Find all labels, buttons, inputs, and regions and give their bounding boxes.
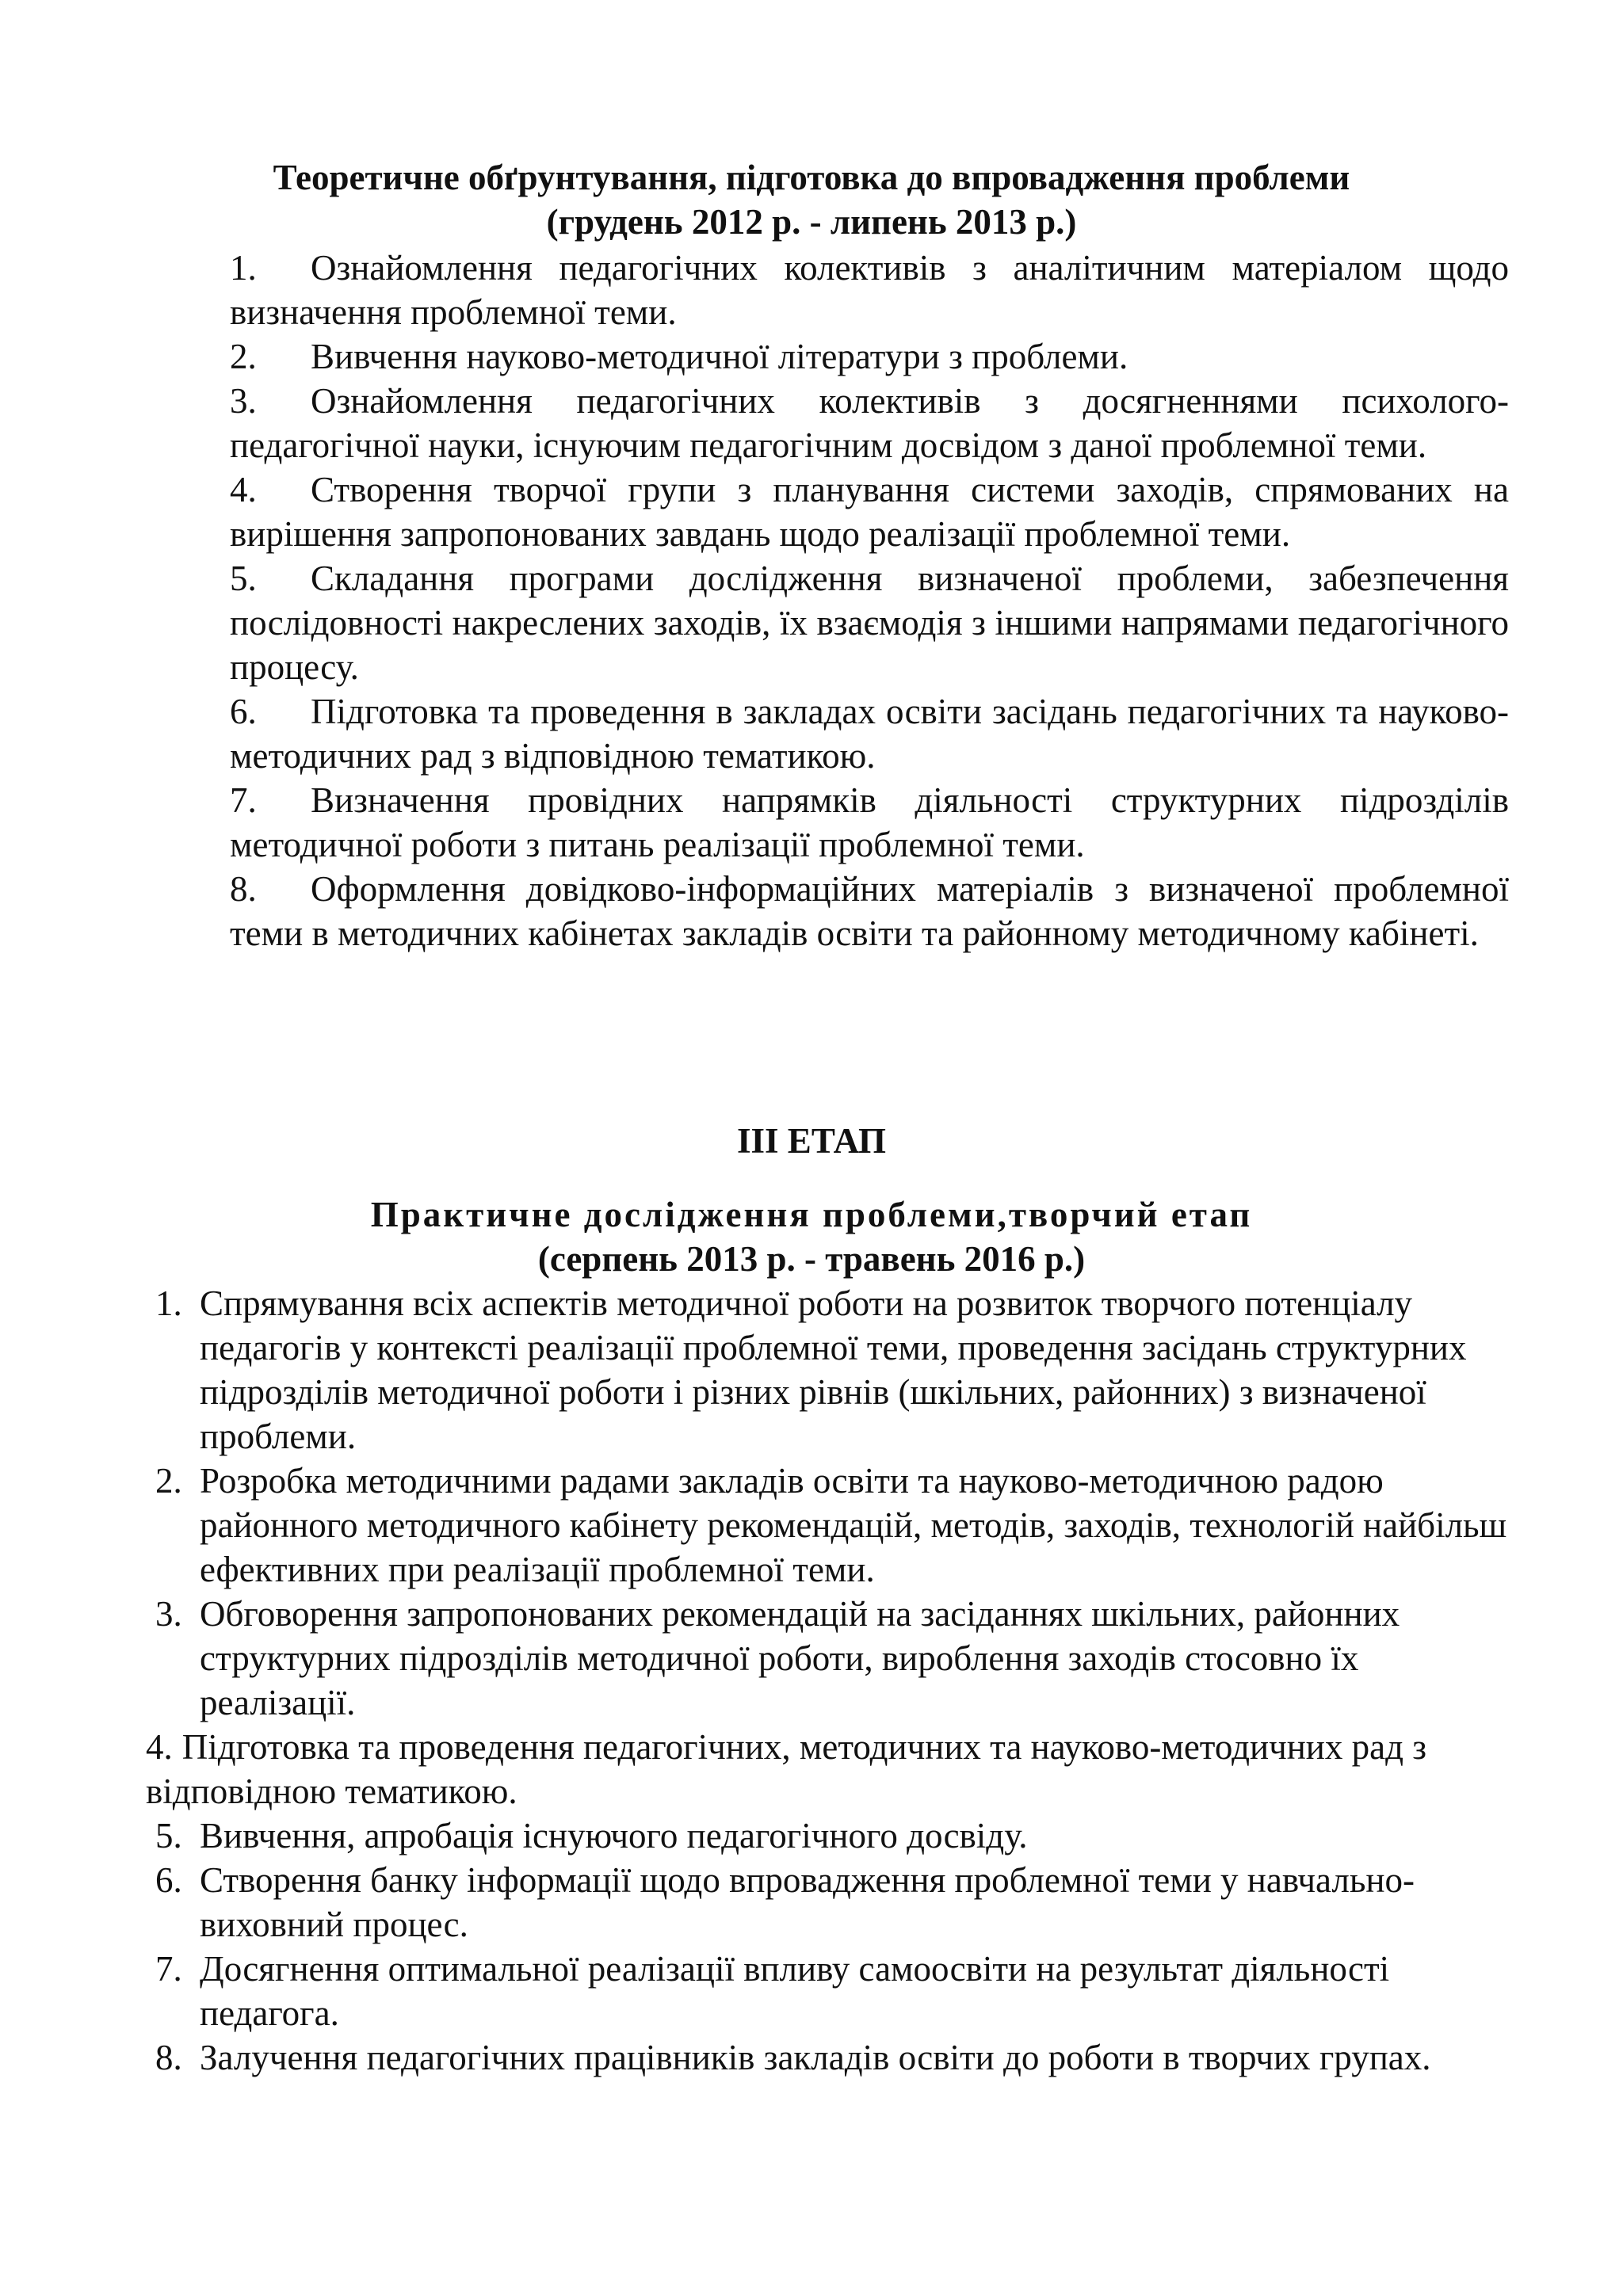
item-number: 2. [230, 337, 257, 376]
item-number: 5. [230, 559, 257, 598]
item-text: Підготовка та проведення в закладах освіти засідань педагогічних та науково-методичних рад з відповідною тематикою. [230, 692, 1509, 776]
item-number: 7. [155, 1949, 182, 1989]
item-text: Розробка методичними радами закладів освіти та науково-методичною радою районного методичного кабінету рекомендацій, методів, заходів, технологій найбільш ефективних при реалізації проблемної теми. [200, 1461, 1507, 1589]
section2-item-7 [155, 1947, 1518, 2035]
section2-item-5 [155, 1814, 1518, 1858]
item-number: 1. [155, 1283, 182, 1323]
section2-period: (серпень 2013 р. - травень 2016 р.) [537, 1239, 1086, 1279]
item-text: Залучення педагогічних працівників закладів освіти до роботи в творчих групах. [200, 2038, 1431, 2077]
section1-item-3 [230, 379, 1509, 467]
section2-item-8 [155, 2035, 1518, 2080]
item-number: 3. [230, 381, 257, 421]
item-text: Спрямування всіх аспектів методичної роботи на розвиток творчого потенціалу педагогів у контексті реалізації проблемної теми, проведення засідань структурних підрозділів методичної роботи і різних рівнів (шкільних, районних) з визначеної проблеми. [200, 1283, 1467, 1456]
item-number: 4. [230, 470, 257, 509]
section1-item-5 [230, 556, 1509, 689]
item-text: Складання програми дослідження визначеної проблеми, забезпечення послідовності накреслених заходів, їх взаємодія з іншими напрямами педагогічного процесу. [230, 559, 1509, 687]
section1-period: (грудень 2012 р. - липень 2013 р.) [546, 202, 1077, 242]
section1-item-6 [230, 689, 1509, 778]
item-text: Оформлення довідково-інформаційних матеріалів з визначеної проблемної теми в методичних кабінетах закладів освіти та районному методичному кабінеті. [230, 869, 1509, 953]
section2-list [146, 1281, 1518, 2080]
item-text: Підготовка та проведення педагогічних, методичних та науково-методичних рад з відповідною тематикою. [146, 1727, 1427, 1811]
section2-item-4 [146, 1725, 1518, 1814]
item-number: 8. [230, 869, 257, 909]
item-number: 1. [230, 248, 257, 288]
section1-title: Теоретичне обґрунтування, підготовка до впровадження проблеми [273, 158, 1350, 197]
item-text: Ознайомлення педагогічних колективів з аналітичним матеріалом щодо визначення проблемної теми. [230, 248, 1509, 332]
item-number: 6. [230, 692, 257, 731]
section2-item-1 [155, 1281, 1518, 1459]
section2-title: Практичне дослідження проблеми,творчий етап [370, 1195, 1253, 1234]
section2-item-2 [155, 1459, 1518, 1592]
item-text: Ознайомлення педагогічних колективів з досягненнями психолого-педагогічної науки, існуючим педагогічним досвідом з даної проблемної теми. [230, 381, 1509, 465]
item-number: 2. [155, 1461, 182, 1501]
item-text: Створення творчої групи з планування системи заходів, спрямованих на вирішення запропонованих завдань щодо реалізації проблемної теми. [230, 470, 1509, 554]
section1-item-7 [230, 778, 1509, 867]
item-number: 5. [155, 1816, 182, 1855]
item-number: 8. [155, 2038, 182, 2077]
item-text: Обговорення запропонованих рекомендацій на засіданнях шкільних, районних структурних підрозділів методичної роботи, вироблення заходів стосовно їх реалізації. [200, 1594, 1400, 1722]
section1-item-4 [230, 467, 1509, 556]
item-text: Створення банку інформації щодо впровадження проблемної теми у навчально-виховний процес. [200, 1860, 1415, 1944]
item-number: 7. [230, 780, 257, 820]
section1-item-8 [230, 867, 1509, 955]
section1-item-1 [230, 246, 1509, 334]
item-text: Вивчення науково-методичної літератури з проблеми. [311, 337, 1128, 376]
section1-list [230, 246, 1509, 955]
item-number: 4. [146, 1727, 173, 1767]
section2-item-3 [155, 1592, 1518, 1725]
stage-label: III ЕТАП [737, 1121, 886, 1161]
item-text: Визначення провідних напрямків діяльності структурних підрозділів методичної роботи з питань реалізації проблемної теми. [230, 780, 1509, 864]
section1-item-2 [230, 334, 1509, 379]
section2-item-6 [155, 1858, 1518, 1947]
item-number: 3. [155, 1594, 182, 1634]
item-text: Вивчення, апробація існуючого педагогічного досвіду. [200, 1816, 1028, 1855]
item-number: 6. [155, 1860, 182, 1900]
item-text: Досягнення оптимальної реалізації впливу самоосвіти на результат діяльності педагога. [200, 1949, 1390, 2033]
